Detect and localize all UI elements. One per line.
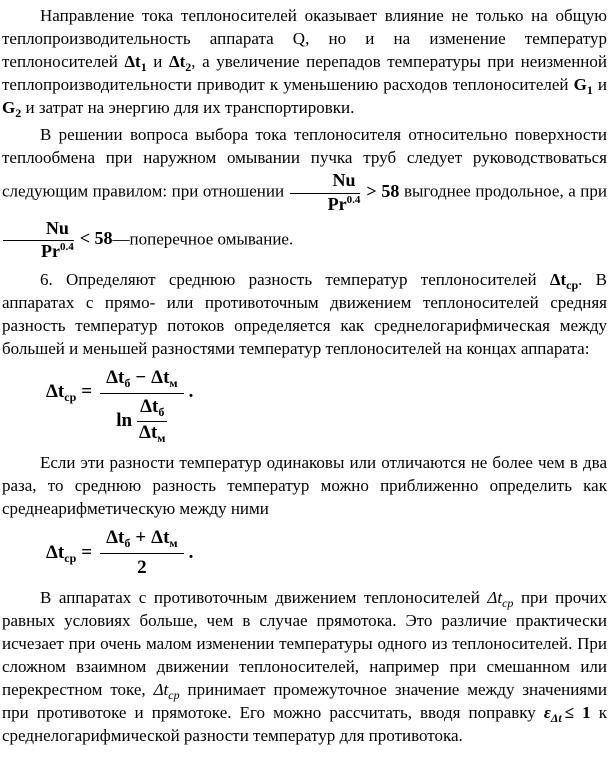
text-run: и затрат на энергию для их транспортировки. bbox=[21, 98, 355, 117]
paragraph-flow-direction bbox=[2, 4, 607, 119]
paragraph-counterflow-comparison bbox=[2, 586, 607, 747]
paragraph-flow-choice-rule bbox=[2, 123, 607, 264]
text-run: Направление тока теплоносителей оказывает влияние не только на общую теплопроизводительность аппарата Q, но и на изменение температур теплоносителей bbox=[2, 6, 607, 71]
denominator bbox=[3, 241, 74, 262]
numerator: Nu bbox=[290, 171, 361, 194]
numerator bbox=[137, 397, 167, 422]
formula-lhs bbox=[46, 542, 76, 564]
denominator bbox=[290, 194, 361, 215]
numerator: Nu bbox=[3, 219, 74, 242]
main-fraction bbox=[100, 527, 184, 579]
math-base: Δt bbox=[151, 367, 170, 389]
formula-arithmetic-mean-temp-difference bbox=[46, 527, 607, 579]
comparison: < 58 bbox=[79, 228, 113, 249]
math-base: Δt bbox=[487, 587, 503, 607]
period: . bbox=[188, 380, 194, 402]
text-run: к среднелогарифмической разности температур для противотока. bbox=[2, 702, 607, 745]
math-base: Δt bbox=[106, 367, 125, 389]
math-nu-pr-lt-58 bbox=[2, 217, 113, 262]
numerator bbox=[100, 367, 184, 394]
math-base: Δt bbox=[124, 52, 141, 71]
math-base: Δt bbox=[140, 396, 159, 418]
math-delta-t-sr-italic bbox=[487, 587, 514, 610]
math-base: Δt bbox=[46, 541, 65, 563]
subscript: б bbox=[124, 376, 131, 391]
text-run: 6. Определяют среднюю разность температур теплоносителей bbox=[40, 270, 550, 290]
formula-log-mean-temp-difference bbox=[46, 367, 607, 444]
math-delta-t2 bbox=[168, 52, 192, 74]
subscript: 2 bbox=[15, 106, 22, 120]
math-base: Δt bbox=[139, 421, 158, 443]
text-run: при прочих равных условиях больше, чем в случае прямотока. Это различие практически исчезает при очень малом изменении температуры одного из теплоносителей. При сложном взаимном движении теплоносителей, например при смешанном или перекрестном токе, bbox=[2, 587, 607, 699]
denominator bbox=[100, 394, 184, 444]
text-run: принимает промежуточное значение между значениями при противотоке и прямотоке. Его можно рассчитать, вводя поправку bbox=[2, 679, 607, 722]
math-base: Pr bbox=[327, 193, 347, 214]
math-base: G bbox=[573, 75, 587, 94]
subscript: ср bbox=[64, 550, 77, 565]
math-base: ε bbox=[543, 702, 551, 722]
math-base: Pr bbox=[41, 241, 60, 262]
math-base: Δt bbox=[153, 679, 169, 699]
superscript: 0.4 bbox=[346, 193, 361, 206]
math-delta-t-sr-italic bbox=[153, 679, 180, 702]
period: . bbox=[188, 541, 194, 563]
denominator bbox=[137, 422, 167, 444]
text-run: —поперечное омывание. bbox=[112, 229, 294, 249]
subscript: Δt bbox=[550, 710, 562, 725]
subscript: ср bbox=[502, 595, 514, 610]
fraction-nu-pr bbox=[290, 171, 361, 215]
main-fraction bbox=[100, 367, 184, 444]
text-run: . В аппаратах с прямо- или противоточным движением теплоносителей средняя разность температур потоков определяется как среднелогарифмическая между большей и меньшей разностями температур теплоносителей на концах аппарата: bbox=[2, 270, 607, 359]
ln-label: ln bbox=[116, 409, 133, 431]
comparison: ≤ 1 bbox=[564, 702, 591, 722]
subscript: 1 bbox=[140, 60, 147, 74]
nested-fraction bbox=[137, 397, 167, 444]
text-run: , а увеличение перепадов температуры при неизменной теплопроизводительности приводит к уменьшению расходов теплоносителей bbox=[2, 52, 607, 94]
subscript: м bbox=[169, 376, 178, 391]
math-base: Δt bbox=[46, 380, 65, 402]
math-g2 bbox=[2, 98, 22, 120]
text-run: В решении вопроса выбора тока теплоносителя относительно поверхности теплообмена при наружном омывании пучка труб следует руководствоваться следующим правилом: при отношении bbox=[2, 125, 607, 201]
subscript: м bbox=[169, 535, 178, 550]
text-run: Если эти разности температур одинаковы или отличаются не более чем в два раза, то среднюю разность температур можно приближенно определить как среднеарифметическую между ними bbox=[2, 452, 607, 518]
math-base: Δt bbox=[106, 526, 125, 548]
superscript: 0.4 bbox=[59, 241, 74, 254]
subscript: 2 bbox=[185, 60, 192, 74]
subscript: б bbox=[158, 405, 165, 420]
equals-sign: = bbox=[81, 380, 93, 402]
subscript: ср bbox=[566, 278, 579, 293]
math-base: G bbox=[2, 98, 16, 117]
minus-sign: − bbox=[135, 367, 147, 389]
subscript: б bbox=[124, 535, 131, 550]
fraction-nu-pr bbox=[3, 219, 74, 263]
paragraph-arithmetic-mean-condition bbox=[2, 451, 607, 520]
subscript: 1 bbox=[586, 83, 593, 97]
math-base: Δt bbox=[549, 270, 567, 290]
math-base: Δt bbox=[151, 526, 170, 548]
math-nu-pr-gt-58 bbox=[289, 170, 400, 214]
math-epsilon-correction bbox=[543, 702, 591, 725]
comparison: > 58 bbox=[366, 180, 400, 201]
paragraph-item-6-mean-temp bbox=[2, 268, 607, 360]
subscript: м bbox=[157, 430, 166, 445]
subscript: ср bbox=[64, 389, 77, 404]
math-g1 bbox=[573, 75, 593, 97]
text-run: выгоднее продольное, а при bbox=[399, 181, 607, 201]
equals-sign: = bbox=[81, 541, 93, 563]
text-run: и bbox=[146, 52, 169, 71]
math-delta-t1 bbox=[124, 52, 147, 74]
plus-sign: + bbox=[135, 526, 147, 548]
numerator bbox=[100, 527, 184, 554]
text-run: В аппаратах с противоточным движением теплоносителей bbox=[40, 587, 488, 607]
math-delta-t-sr bbox=[549, 270, 579, 293]
math-base: Δt bbox=[168, 52, 186, 71]
subscript: ср bbox=[168, 687, 180, 702]
denominator: 2 bbox=[137, 556, 147, 578]
text-run: и bbox=[592, 75, 607, 94]
formula-lhs bbox=[46, 381, 76, 403]
